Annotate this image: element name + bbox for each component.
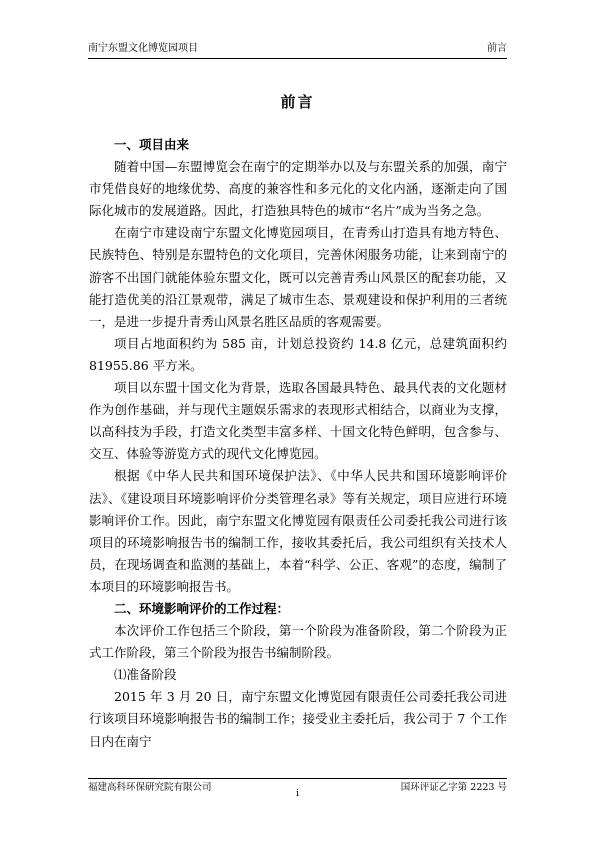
paragraph: 项目以东盟十国文化为背景，选取各国最具特色、最具代表的文化题材作为创作基础，并与现代主题娱乐需求的表现形式相结合，以商业为支撑，以高科技为手段，打造文化类型丰富多样、十国文化特色鲜明，包含参与、交互、体验等游览方式的现代文化博览园。 <box>89 380 507 462</box>
section-heading-eia-process: 二、环境影响评价的工作过程： <box>114 600 290 616</box>
header-rule <box>88 58 507 59</box>
page-number: i <box>295 788 300 799</box>
page-footer <box>88 781 507 797</box>
page-title: 前言 <box>280 93 315 111</box>
subheading-preparation-stage: ⑴准备阶段 <box>114 667 177 683</box>
paragraph: 根据《中华人民共和国环境保护法》、《中华人民共和国环境影响评价法》、《建设项目环境影响评价分类管理名录》等有关规定，项目应进行环境影响评价工作。因此，南宁东盟文化博览园有限责任公司委托我公司进行该项目的环境影响报告书的编制工作，接收其委托后，我公司组织有关技术人员，在现场调查和监测的基础上，本着“科学、公正、客观”的态度，编制了本项目的环境影响报告书。 <box>89 468 507 594</box>
paragraph: 随着中国—东盟博览会在南宁的定期举办以及与东盟关系的加强，南宁市凭借良好的地缘优势、高度的兼容性和多元化的文化内涵，逐渐走向了国际化城市的发展道路。因此，打造独具特色的城市“名片”成为当务之急。 <box>89 159 507 219</box>
footer-company: 福建高科环保研究院有限公司 <box>88 782 212 793</box>
header-section-name: 前言 <box>487 43 507 54</box>
page-header <box>88 41 507 57</box>
footer-rule <box>88 778 507 779</box>
paragraph: 2015 年 3 月 20 日，南宁东盟文化博览园有限责任公司委托我公司进行该项目环境影响报告书的编制工作；接受业主委托后，我公司于 7 个工作日内在南宁 <box>89 689 507 749</box>
section-heading-project-origin: 一、项目由来 <box>114 137 190 152</box>
document-body <box>89 134 507 753</box>
paragraph: 项目占地面积约为 585 亩，计划总投资约 14.8 亿元，总建筑面积约 81955.86 平方米。 <box>89 335 507 373</box>
paragraph: 本次评价工作包括三个阶段，第一个阶段为准备阶段，第二个阶段为正式工作阶段，第三个阶段为报告书编制阶段。 <box>89 623 507 661</box>
header-project-name: 南宁东盟文化博览园项目 <box>88 43 198 54</box>
footer-certificate: 国环评证乙字第 2223 号 <box>400 782 507 793</box>
paragraph: 在南宁市建设南宁东盟文化博览园项目，在青秀山打造具有地方特色、民族特色、特别是东盟特色的文化项目，完善休闲服务功能，让来到南宁的游客不出国门就能体验东盟文化，既可以完善青秀山风景区的配套功能，又能打造优美的沿江景观带，满足了城市生态、景观建设和保护利用的三者统一，是进一步提升青秀山风景名胜区品质的客观需要。 <box>89 225 507 329</box>
